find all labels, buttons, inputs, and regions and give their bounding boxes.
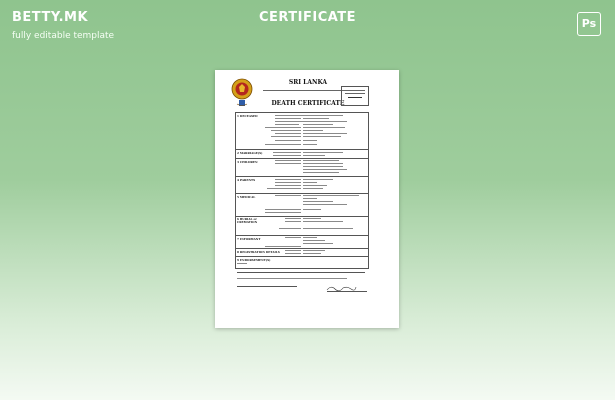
- certificate-preview: [215, 70, 399, 328]
- certificate-country: SRI LANKA: [288, 79, 328, 86]
- page-title: CERTIFICATE: [258, 10, 357, 25]
- section-label: 7 INFORMANT: [237, 237, 261, 241]
- section-label: 8 REGISTRATION DETAILS: [237, 250, 280, 254]
- section-label: 2 MARRIAGE(S): [237, 151, 263, 155]
- section-label: 4 PARENTS: [237, 178, 256, 182]
- section-label: 1 DECEASED: [237, 114, 258, 118]
- signature-icon: [325, 284, 357, 292]
- brand-logo: BETTY.MK: [12, 10, 89, 25]
- serial-box: [341, 86, 369, 106]
- sri-lanka-emblem-icon: [231, 74, 253, 108]
- section-label: 9 ENDORSEMENT(S): [237, 258, 271, 262]
- brand-tagline: fully editable template: [12, 31, 115, 41]
- certificate-heading: DEATH CERTIFICATE: [271, 100, 345, 107]
- photoshop-icon: Ps: [577, 12, 601, 36]
- section-label: 5 MEDICAL: [237, 195, 256, 199]
- section-label: 3 CHILDREN: [237, 160, 258, 164]
- section-label: 6 BURIAL or CREMATION: [237, 217, 258, 225]
